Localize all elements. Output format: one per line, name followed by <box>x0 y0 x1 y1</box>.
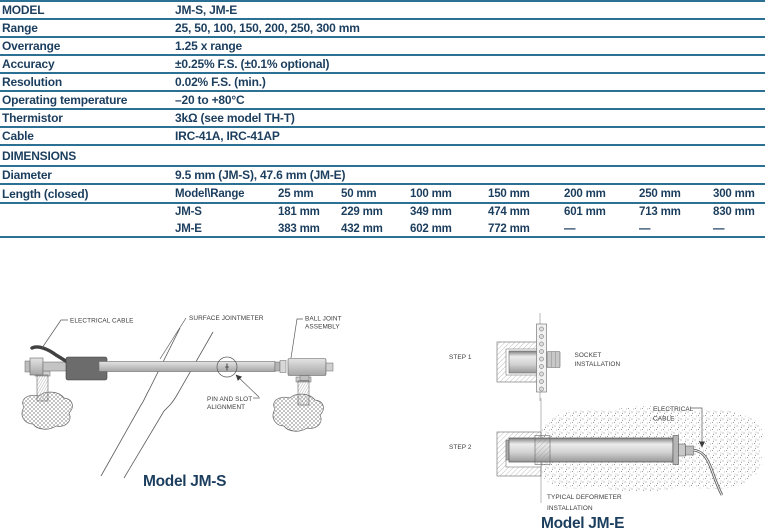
spec-section-dimensions <box>0 146 765 167</box>
length-cell: 474 mm <box>488 206 530 218</box>
spec-label: Resolution <box>2 75 62 89</box>
length-header-cell: 50 mm <box>341 187 377 200</box>
spec-value: JM-S, JM-E <box>175 3 238 17</box>
spec-row-operating-temperature <box>0 92 765 110</box>
spec-label: Range <box>2 21 38 35</box>
length-cell: 432 mm <box>341 223 383 235</box>
section-header: DIMENSIONS <box>2 149 77 163</box>
step2-label: STEP 2 <box>449 444 472 451</box>
spec-row-resolution <box>0 74 765 92</box>
step1-label: STEP 1 <box>449 354 472 361</box>
grout-anchor-left <box>22 371 72 429</box>
length-header-cell: 250 mm <box>639 187 681 200</box>
deformeter-cylinder <box>509 438 673 462</box>
spec-label: MODEL <box>2 3 45 17</box>
spec-label: Cable <box>2 129 34 143</box>
spec-label: Accuracy <box>2 57 55 71</box>
diagram-band <box>0 295 765 531</box>
spec-value: 3kΩ (see model TH-T) <box>175 111 295 125</box>
deformeter-label-line1: TYPICAL DEFORMETER <box>547 494 622 501</box>
spec-value: 1.25 x range <box>175 39 242 53</box>
ball-joint-label-line1: BALL JOINT <box>305 315 342 323</box>
spec-value: –20 to +80°C <box>175 93 245 107</box>
spec-label: Length (closed) <box>2 186 89 201</box>
length-cell: 349 mm <box>410 206 452 218</box>
length-cell: 601 mm <box>564 206 606 218</box>
pin-slot-label-line2: ALIGNMENT <box>207 404 246 411</box>
ball-joint-block <box>288 359 326 376</box>
length-cell: — <box>713 223 725 235</box>
socket-label-line2: INSTALLATION <box>574 361 621 368</box>
spec-row-overrange <box>0 38 765 56</box>
deformeter-label-line2: INSTALLATION <box>547 505 593 512</box>
length-header-cell: 100 mm <box>410 187 452 200</box>
jms-diagram <box>22 315 342 490</box>
spec-value: IRC-41A, IRC-41AP <box>175 129 280 143</box>
length-header-cell: Model\Range <box>175 187 245 200</box>
length-table-header <box>175 188 765 200</box>
spec-row-diameter <box>0 167 765 185</box>
length-cell: JM-S <box>175 206 202 218</box>
electrical-cable-label: ELECTRICAL CABLE <box>70 317 134 325</box>
length-cell: 181 mm <box>278 206 320 218</box>
spec-row-cable <box>0 128 765 146</box>
spec-value: 9.5 mm (JM-S), 47.6 mm (JM-E) <box>175 168 346 182</box>
electrical-cable-label-line2: CABLE <box>653 415 675 423</box>
spec-label: Overrange <box>2 39 61 53</box>
length-table-body <box>0 204 765 238</box>
spec-value: 0.02% F.S. (min.) <box>175 75 266 89</box>
jme-caption: Model JM-E <box>541 515 625 531</box>
jms-caption: Model JM-S <box>143 473 227 490</box>
socket-label-line1: SOCKET <box>574 352 602 359</box>
spec-value: ±0.25% F.S. (±0.1% optional) <box>175 57 330 71</box>
spec-row-range <box>0 20 765 38</box>
spec-row-accuracy <box>0 56 765 74</box>
spec-label: Operating temperature <box>2 93 128 107</box>
length-header-cell: 200 mm <box>564 187 606 200</box>
jme-diagram <box>449 313 763 531</box>
socket-installation-drawing <box>497 313 560 401</box>
jointmeter-rod <box>99 362 275 372</box>
length-header-cell: 25 mm <box>278 187 314 200</box>
spec-value: 25, 50, 100, 150, 200, 250, 300 mm <box>175 21 360 35</box>
length-header-cell: 150 mm <box>488 187 530 200</box>
length-cell: — <box>639 223 651 235</box>
crack-lines <box>101 328 213 478</box>
length-cell: 772 mm <box>488 223 530 235</box>
socket-cylinder <box>509 351 537 373</box>
surface-jointmeter-label: SURFACE JOINTMETER <box>189 315 264 322</box>
length-cell: 830 mm <box>713 206 755 218</box>
spec-row-thermistor <box>0 110 765 128</box>
deformeter-installation-drawing <box>497 398 763 503</box>
hex-nut <box>547 352 560 368</box>
length-cell: 383 mm <box>278 223 320 235</box>
jointmeter-body <box>25 347 333 381</box>
length-table-row-jme <box>175 221 765 238</box>
length-table-header-row <box>0 185 765 204</box>
ball-joint-label-line2: ASSEMBLY <box>305 323 340 331</box>
length-cell: JM-E <box>175 223 202 235</box>
spec-row-model <box>0 2 765 20</box>
electrical-cable-label-line1: ELECTRICAL <box>653 406 694 413</box>
pin-slot-label-line1: PIN AND SLOT <box>207 396 253 403</box>
length-header-cell: 300 mm <box>713 187 755 200</box>
diagrams-svg <box>0 295 765 531</box>
length-cell: 602 mm <box>410 223 452 235</box>
spec-label: Thermistor <box>2 111 63 125</box>
grout-anchor-right <box>273 377 323 431</box>
length-table-row-jms <box>175 204 765 221</box>
spec-table <box>0 0 765 238</box>
spec-label: Diameter <box>2 168 52 182</box>
length-cell: 713 mm <box>639 206 681 218</box>
length-cell: — <box>564 223 576 235</box>
length-cell: 229 mm <box>341 206 383 218</box>
